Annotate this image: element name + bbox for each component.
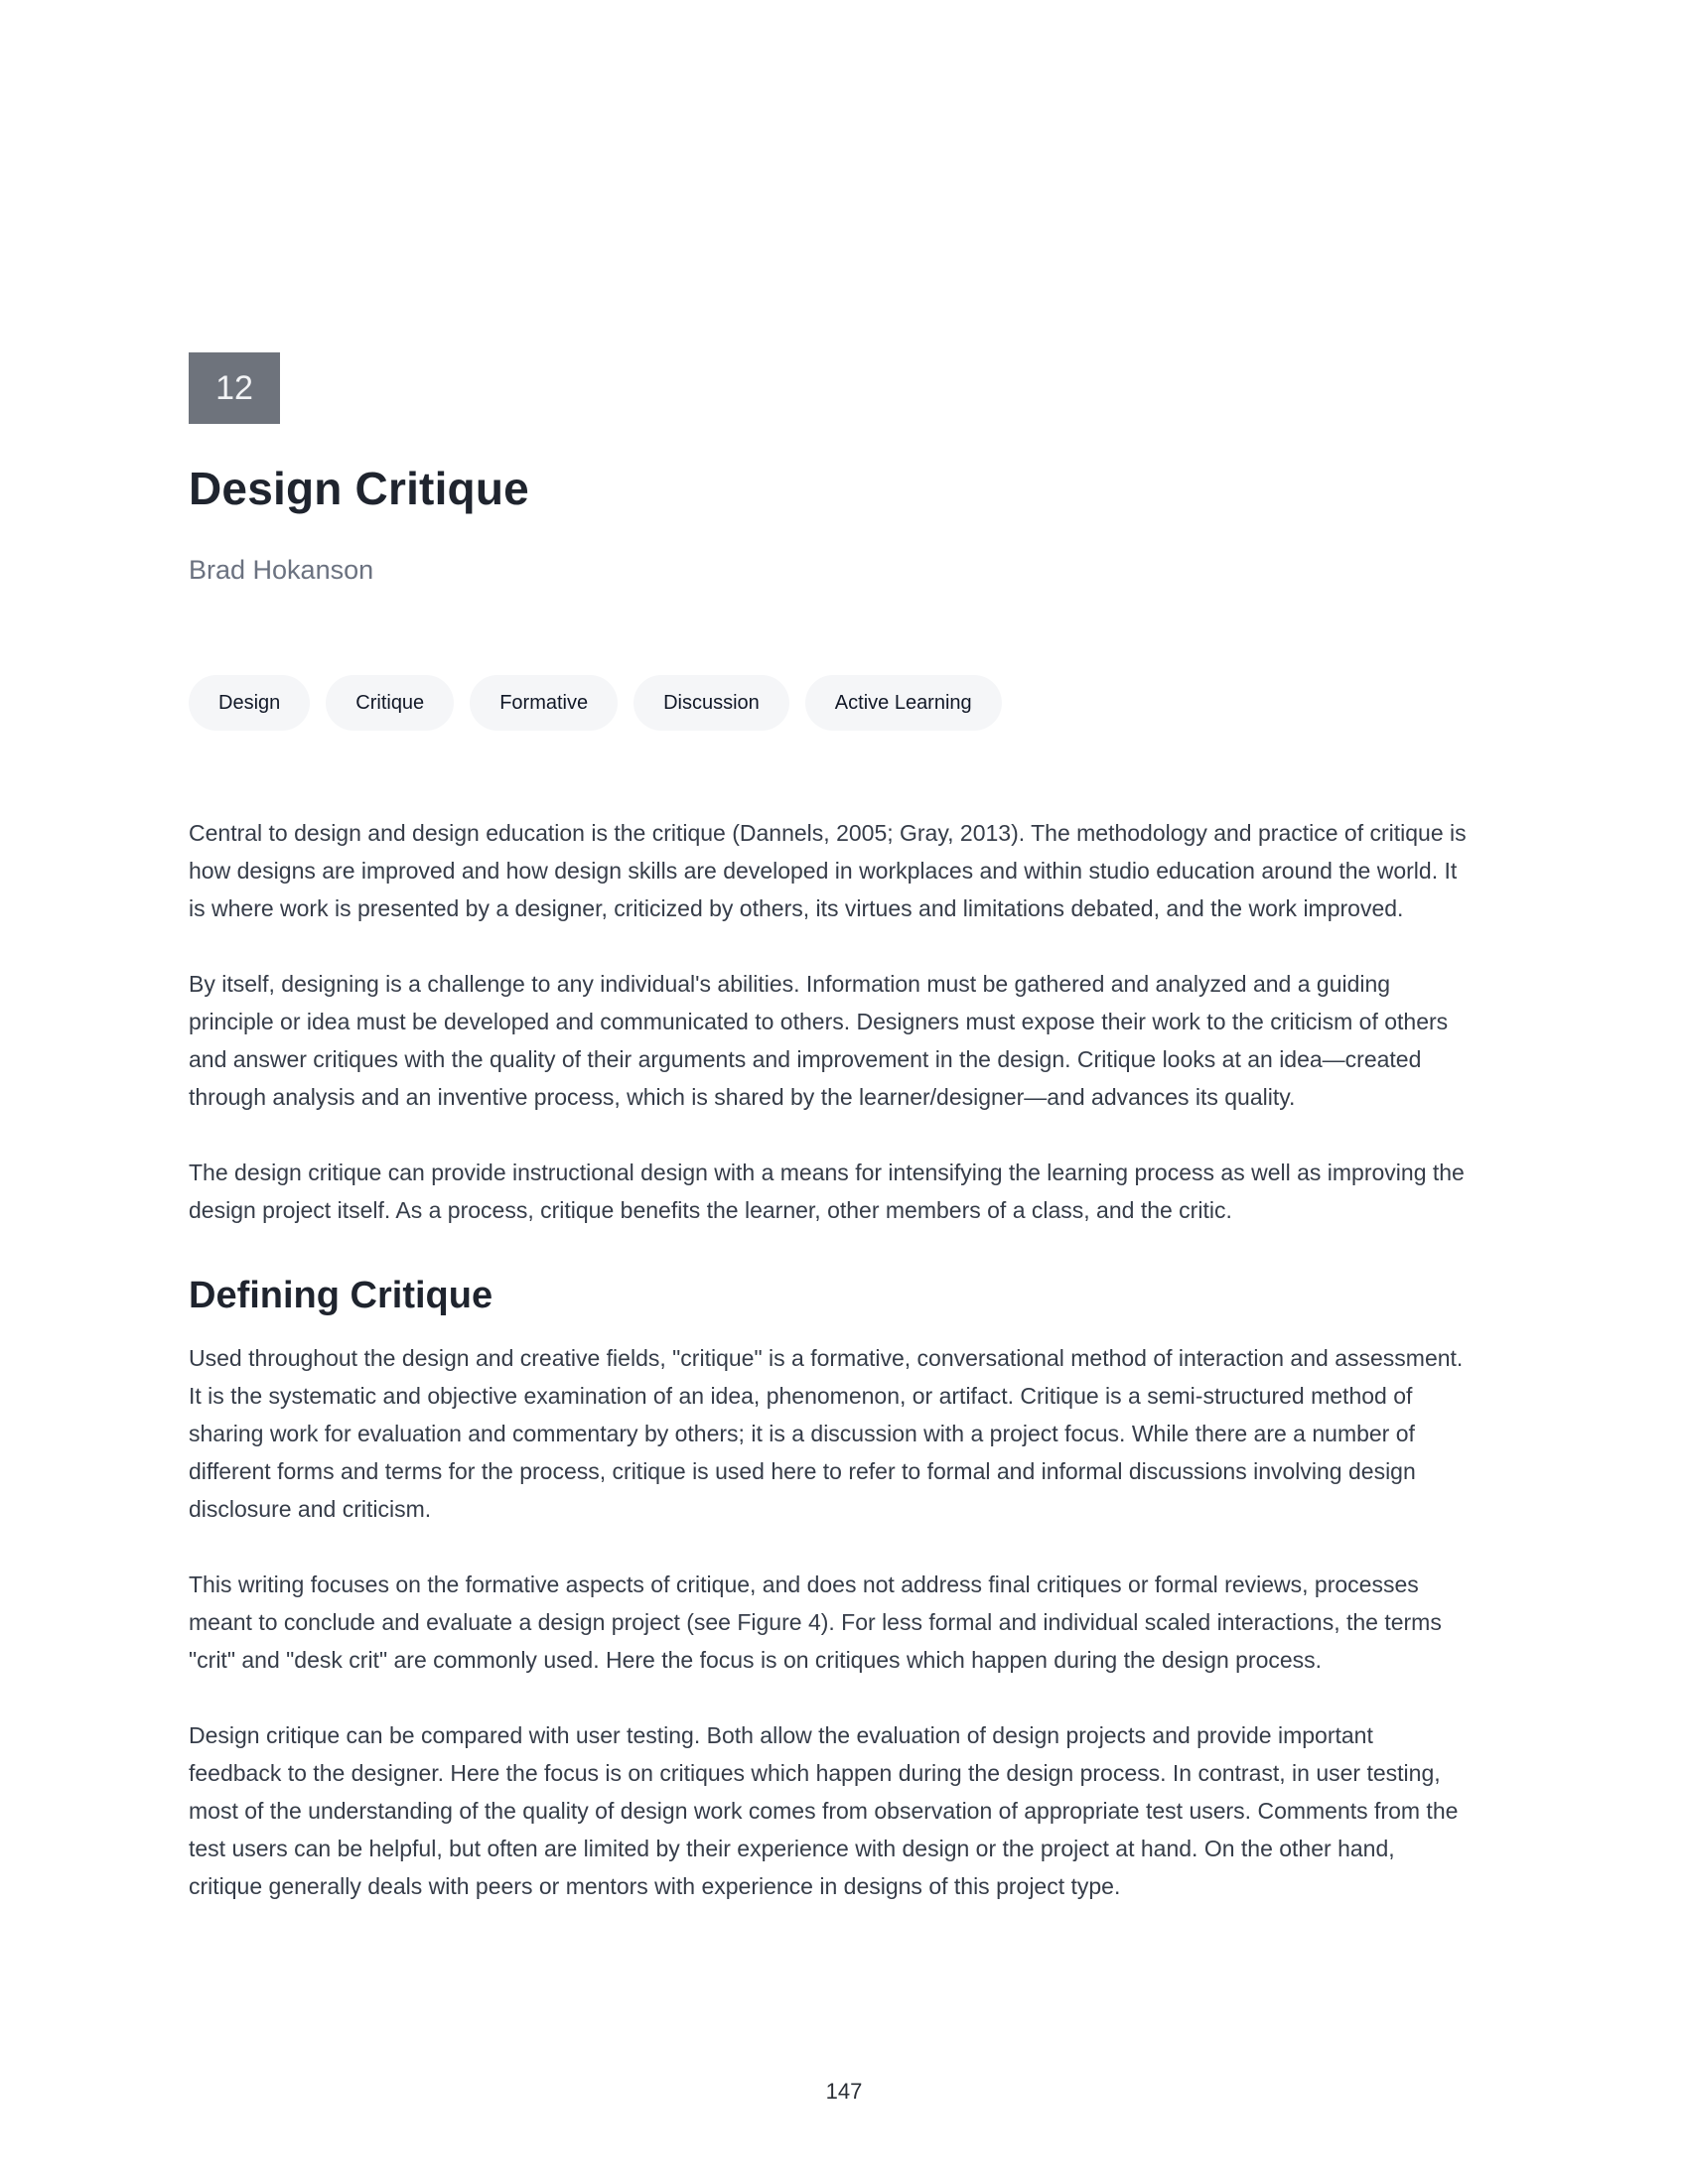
tag-pill-discussion[interactable]: Discussion: [633, 675, 789, 731]
tag-pill-design[interactable]: Design: [189, 675, 310, 731]
chapter-number-badge: [189, 352, 280, 424]
intro-section: [189, 814, 1470, 1229]
body-paragraph: Used throughout the design and creative fields, "critique" is a formative, conversational method of interaction and assessment. It is the systematic and objective examination of an idea, phenomenon, or artifact. Critique is a semi-structured method of sharing work for evaluation and commentary by others; it is a discussion with a project focus. While there are a number of different forms and terms for the process, critique is used here to refer to formal and informal discussions involving design disclosure and criticism.: [189, 1345, 1464, 1522]
defining-critique-section: [189, 1339, 1470, 1905]
body-paragraph: The design critique can provide instructional design with a means for intensifying the learning process as well as improving the design project itself. As a process, critique benefits the learner, other members of a class, and the critic.: [189, 1160, 1465, 1223]
page-number: 147: [825, 2079, 863, 2104]
author-name: Brad Hokanson: [189, 555, 374, 585]
body-paragraph: This writing focuses on the formative aspects of critique, and does not address final critiques or formal reviews, processes meant to conclude and evaluate a design project (see Figure 4). For less formal and individual scaled interactions, the terms "crit" and "desk crit" are commonly used. Here the focus is on critiques which happen during the design process.: [189, 1571, 1442, 1673]
chapter-content: [189, 0, 1470, 1905]
page-title: Design Critique: [189, 463, 529, 514]
tag-pill-critique[interactable]: Critique: [326, 675, 454, 731]
tag-pill-active-learning[interactable]: Active Learning: [805, 675, 1002, 731]
tag-list: [189, 675, 1470, 731]
section-heading-defining-critique: Defining Critique: [189, 1275, 493, 1316]
body-paragraph: Central to design and design education is the critique (Dannels, 2005; Gray, 2013). The methodology and practice of critique is how designs are improved and how design skills are developed in workplaces and within studio education around the world. It is where work is presented by a designer, criticized by others, its virtues and limitations debated, and the work improved.: [189, 820, 1467, 921]
tag-pill-formative[interactable]: Formative: [470, 675, 618, 731]
chapter-number: 12: [215, 368, 253, 407]
body-paragraph: By itself, designing is a challenge to any individual's abilities. Information must be gathered and analyzed and a guiding principle or idea must be developed and communicated to others. Designers must expose their work to the criticism of others and answer critiques with the quality of their arguments and improvement in the design. Critique looks at an idea—created through analysis and an inventive process, which is shared by the learner/designer—and advances its quality.: [189, 971, 1449, 1110]
body-paragraph: Design critique can be compared with user testing. Both allow the evaluation of design projects and provide important feedback to the designer. Here the focus is on critiques which happen during the design process. In contrast, in user testing, most of the understanding of the quality of design work comes from observation of appropriate test users. Comments from the test users can be helpful, but often are limited by their experience with design or the project at hand. On the other hand, critique generally deals with peers or mentors with experience in designs of this project type.: [189, 1722, 1459, 1899]
